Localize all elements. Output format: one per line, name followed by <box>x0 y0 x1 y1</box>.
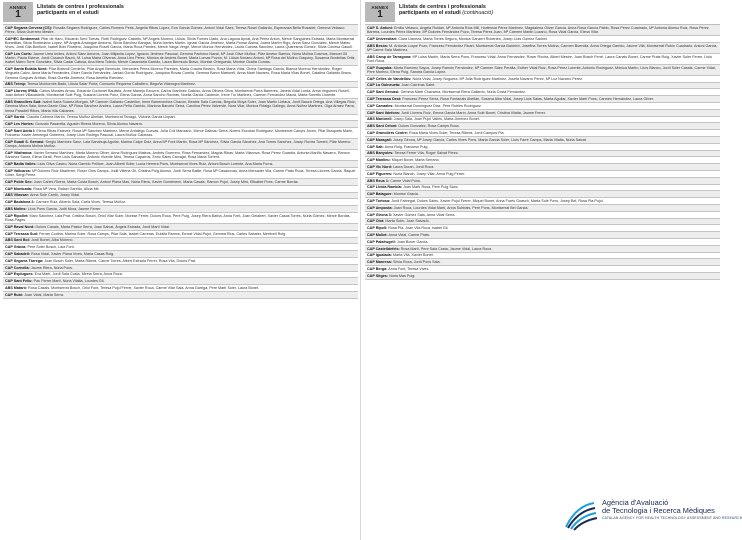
center-name: CAP Ripollet: <box>5 213 29 218</box>
list-item <box>3 193 358 200</box>
professionals-list: Marta Soler, Joan Salvadó. <box>385 219 430 224</box>
professionals-list: Joan Martí Rosa, Pere Puig Sanz. <box>403 185 459 190</box>
list-item <box>365 232 720 239</box>
center-name: CAP Balaguer: <box>367 192 393 197</box>
professionals-list: Claudia Cabrera Martín, Teresa Muñoz Abellán, Montserrat Tarragó, Victoria Garcia Llopart. <box>26 115 176 120</box>
participants-list <box>365 24 720 280</box>
center-name: CAP Terrassa Sud: <box>5 231 39 236</box>
list-item <box>3 115 358 122</box>
list-item <box>365 225 720 232</box>
list-item <box>3 99 358 114</box>
list-item <box>3 199 358 206</box>
center-name: CAP Sant Feliu: <box>5 279 33 284</box>
logo-text <box>602 499 742 520</box>
professionals-list: Isabel Ilaria Suárez-Morgan, Mª Carmen Gallardo Castellón, Irene Barrenechea Chacón, Beatriz Sala Cuevas, Begoña Moyà Soler, Joan Martín Lletaus, Jordi Bauzá Ortega, Ana Villegas Ruiz, Gemma Mora Sala, Anna Gazón Diaz, Mª Rosa Sánchez Andreu, Laura Peña Garrido, Mariona Barceló Serra, Carolina Pérez Valverde, Nora Vilar, Monica Fidalgo Gallego, Anna Nuñez Martinez, Olga Arraez Parra, Imma Paradell Ribes, Marta Vilà Cabanes. <box>5 100 356 113</box>
professionals-list: Rosa Maria Vives Soler, Teresa Ribera, Jordi Campos Pla. <box>409 130 505 135</box>
professionals-list: Joan Carreras Sabé. <box>401 83 436 88</box>
professionals-list: Gonzalo Pasarella, Agustín Rivera Moreno, Sílvia Alonso Navarro. <box>35 122 144 127</box>
list-item <box>365 25 720 36</box>
page-title <box>399 2 493 22</box>
center-name: ABS Banyoles: <box>367 151 394 156</box>
center-name: CAP Sabadell: <box>5 251 31 256</box>
center-name: CAP Badalona 2: <box>5 200 35 205</box>
professionals-list: Josep Sala, Joan Pujol Vallès, Marta Jiménez Bonet. <box>393 117 480 122</box>
center-name: CAP Camarles: <box>367 103 394 108</box>
professionals-list: Montse Gràcia. <box>393 192 419 197</box>
list-item <box>3 150 358 161</box>
professionals-list: Marc Sánchez, Laia Prat, Cristina Bosch, Oriol Vilar Soler, Montse Ferrer, Dolors Roca, Pere Puig, Josep Riera Barba, Anna Font, Joan Gelabert, Xavier Casas Torres, Núria Gómez, Mercè Bordas, Rosa Pagès. <box>5 213 351 222</box>
professionals-list: Joan Bover Garcia. <box>396 239 429 244</box>
center-name: ABS Besòs: <box>367 43 389 48</box>
list-item <box>3 121 358 128</box>
professionals-list: Rosa Martí, Pere Sala Costa, Jaume Vidal, Laura Roca. <box>400 246 493 251</box>
center-name: CAP Les Hortes: <box>5 122 35 127</box>
professionals-list: Teresa Ferrer Vila, Roger Salvat Pérez. <box>394 151 459 156</box>
professionals-list: Laura Duran, Jordi Roca. <box>393 164 435 169</box>
professionals-list: Xavier Gómez Sala, Anna Vidal Serra. <box>392 212 456 217</box>
list-item <box>3 272 358 279</box>
professionals-list: Rosa Mª Vera, Rafael Garrido, Alicia Mir. <box>33 186 100 191</box>
participants-list <box>3 24 358 299</box>
center-name: CAP Olot: <box>367 219 385 224</box>
center-name: CAP Salt: <box>367 144 384 149</box>
professionals-list: Anna Font, Teresa Vives. <box>388 266 430 271</box>
right-page-header <box>365 2 720 22</box>
list-item <box>3 231 358 238</box>
professionals-list: Mª Dolores Ruiz Masferrer, Roser Oms Camps, Judit Villena Gil, Cristina Puig Alonso, Jordi Serra Batlle, Rosa Mª Casanovas, Anna Mercader Vila, Carme Prats Roca, Teresa Llorens Garcia, Raquel Giner, Sergi Pérez. <box>5 168 356 177</box>
professionals-list: Clara Llaneza, Marta Torres Segura, Mónica Ganzert Robertes, Josep Lluis Gómez Sadoni. <box>398 36 548 41</box>
logo-line-2: de Tecnologia i Recerca Mèdiques <box>602 506 715 515</box>
center-name: CAP Cornellà: <box>5 265 30 270</box>
center-name: CAP Guayaba: <box>367 65 393 70</box>
aatrm-logo <box>562 496 742 536</box>
list-item <box>3 244 358 251</box>
center-name: CAP Amposta: <box>367 205 393 210</box>
left-page-header <box>3 2 358 22</box>
professionals-list: Carmen Ruiz, Alberto Sala, Carla Vives, Teresa Muñoz. <box>35 200 127 205</box>
center-name: CAP Sant Ildefons: <box>367 110 401 115</box>
center-name: ABS Sant Boi: <box>5 238 30 243</box>
list-item <box>365 205 720 212</box>
list-item <box>365 83 720 90</box>
left-page <box>0 0 360 540</box>
list-item <box>365 151 720 158</box>
list-item <box>3 51 358 66</box>
center-name: CAP Vilafranca: <box>5 151 33 155</box>
list-item <box>3 36 358 51</box>
list-item <box>365 89 720 96</box>
center-name: CAP Ripoll: <box>367 226 388 231</box>
list-item <box>3 179 358 186</box>
professionals-list: Jaume Uréa Ientes, Antoni Sáez Amorós, Joan Mitjavila López, Ignacio Jiménez Pascual, Gemma Pacheco Naval, Mª José Olivé Muñoz, Pilar Ameiur Barrios, Núria Molina Cosmos, Manuel Gil Martín, Paula Esteve, Jordi Cusarch Baurò, M. Luisa Maria Oliveras, Anna Lleó Pérez, Mónica de Andrés Bonet, Maria Lomas Pozón, M. Llüsia Soriano Antoni, Mª Rosa del Molino Ciaquiny, Susanna Bordellas Ortiz, Isabel Marro Torre Gonzàlez, Silvia Cadar Catosa, Ana Mera Toledo, Mercè Casamaria Garrido, Laura Bermudo Bravo, Montse Ortegueda, Montse Ocaña Comas. <box>5 52 356 65</box>
logo-line-1: Agència d'Avaluació <box>602 498 669 507</box>
center-name: CAP Llorenç IFMA: <box>5 89 39 94</box>
professionals-list: Teresa Montornés Badó, Llüsia Salar Porta, Consuelo Requena Caballero, Begoña Vilarrogra Martínez. <box>27 82 196 87</box>
professionals-list: Núria Vidal, Josep Noguera, Mª Julia Rodríguez Martínez, Josefa Navarro Pérez, Mª Luz Navarro Pérez. <box>412 76 583 81</box>
annex-tab <box>365 2 395 22</box>
professionals-list: Gemma Martí Chavarría, Montserrat Riera Gallardo, Núria Costa Fernández. <box>400 90 526 95</box>
title-line-1: Llistats de centres i professionals <box>37 4 124 10</box>
center-name: CAP Mollet: <box>367 232 388 237</box>
list-item <box>3 278 358 285</box>
center-name: CAP Figueres: <box>367 171 393 176</box>
logo-line-3: CATALAN AGENCY FOR HEALTH TECHNOLOGY ASSESSMENT AND RESEARCH <box>602 516 742 520</box>
professionals-list: Sílvia Roca, Jordi Pons Sala. <box>392 260 441 265</box>
list-item <box>365 185 720 192</box>
list-item <box>3 206 358 213</box>
professionals-list: Carlos Morales Arnau, Eduardo Cordonet Bautista, Anne Manejo Ezcurra, Carlos Martínez Galloso, Anna Olivera Oliva, Montserrat Parra Barreres, Janeia Vidal Lorda, Anna Vegueres Rosell, Joan Antoni Villacastells, Montserrat Solé Puig, Susana Llorens Ponz, Elena Garcia, Anna Sancho Roviras, Noelia Garcia Calderón, Irene Tur Martinez, Carmen Fernandez Maciá, Marta Sorrells Llorente. <box>5 89 350 98</box>
professionals-list: Núria Mas Puig. <box>389 273 416 278</box>
center-name: CAP Vic Nord: <box>367 164 393 169</box>
page-title <box>37 2 124 22</box>
list-item <box>365 130 720 137</box>
center-name: ABS Camp de Tarragona: <box>367 54 412 59</box>
list-item <box>365 253 720 260</box>
list-item <box>3 238 358 245</box>
list-item <box>3 265 358 272</box>
center-name: CAP Igualada: <box>367 253 392 258</box>
professionals-list: Nuria Blanch, Josep Vilar, Anna Puig Ferrer. <box>393 171 466 176</box>
list-item <box>365 157 720 164</box>
professionals-list: Joan Bosch Soler, Marta Ribera, Carme Torres, Albert Estrada Ferrer, Rosa Vila, Dolors Prat. <box>44 258 197 263</box>
list-item <box>3 292 358 299</box>
professionals-list: Jordi Bonet, Alba Moreno. <box>31 238 74 243</box>
center-name: ABS Sant Celoni: <box>367 124 398 129</box>
center-name: CAP Badia Vallès: <box>5 162 37 166</box>
list-item <box>3 251 358 258</box>
title-line-2: participants en el estudi <box>37 10 99 17</box>
list-item <box>3 66 358 81</box>
center-name: CAP Montcada: <box>5 186 33 191</box>
center-name: CAP Segarra Tàrrega: <box>5 258 44 263</box>
professionals-list: Xavier Serrano Martínez, Marta Moreno Oliver, Anna Rodríguez Mateos, Andrés Guerrero, Rosa Fernandez, Magda Ribas, Marta Vilanova, Rosa Perez Guardia, Antonia Mariño Navarro, Ramon Sánchez Saura, Elena Giralt, Pere Lluis Salvador, Antonio Vicente Miró, Teresa Caparrós, Enric Sales Carvajal, Rosa Maria Torrent. <box>5 151 350 160</box>
list-item <box>3 186 358 193</box>
list-item <box>365 164 720 171</box>
professionals-list: Francesc Pérez Serra, Rosa Fontanals Abellán, Susana Alba Vidal, Josep Lluis Salas, Marta Aguilar, Xavier Martí Pons, Carmen Hernández, Laura Oliver. <box>402 96 654 101</box>
list-item <box>365 273 720 280</box>
professionals-list: Elena Ribas Estevez, Rosa Mª Sánchez Martinez, Mercè Anfalego Cuevas, Julia Coll Manzano, Mercè Dalmau Serra, Noemí Escobar Rodriguez, Montserrat Camps Joven, Pilar Busquets Marin, Francesc Xavier Armengol Gutiérrez, Josep Lluis Rodrigo Pascual, Laura Muñoz Cabezas. <box>5 129 354 138</box>
annex-number: 1 <box>377 9 383 20</box>
list-item <box>365 103 720 110</box>
center-name: CAP La Guineueta: <box>367 83 401 88</box>
center-name: CAP Castelldefels: <box>367 246 400 251</box>
professionals-list: Rosa Pla, Joan Vila Roca, Isabel Gil. <box>388 226 449 231</box>
center-name: ABS Granollers Sud: <box>5 100 42 105</box>
professionals-list: Sergio Martínez Sanz, Laia Sanahuja Aguilar, Marina Calpe Dolz, Anna Mª Font Martin, Rosa Mª Sánchez, Sílvia Garcia Sánchez, Ana Torres Sanchez, Josep Rovira Torrent, Pilar Moreno Camps, Antonia Molina Muñoz. <box>5 140 351 149</box>
center-name: CAP Palafrugell: <box>367 239 396 244</box>
professionals-list: Joan Carles Rivera, Marta Costa Bosch, Antoni Plana Mas, Núria Riera, Xavier Domènech, Maria Casals, Ramon Pujol, Josep Miró, Elisabet Pons, Carme Borràs. <box>33 179 299 184</box>
list-item <box>3 213 358 224</box>
professionals-list: Pau Ferrer Martí, Núria Vilalta, Lourdes Gil. <box>33 279 105 284</box>
center-name: CAP Maragall: <box>367 137 392 142</box>
center-name: CAP Universitari: <box>367 36 398 41</box>
center-name: CAP Terrassa Oest: <box>367 96 402 101</box>
center-name: CAP Les Corts: <box>5 52 32 56</box>
professionals-list: Dolors Gonzalez, Rosa Camps Roca. <box>398 124 460 129</box>
center-name: CAP Tortosa: <box>367 198 391 203</box>
list-item <box>3 139 358 150</box>
center-name: CAP Celles de Vandellòs: <box>367 76 412 81</box>
center-name: CAP Granollers Centre: <box>367 130 409 135</box>
professionals-list: Anna Roig, Francesc Puig. <box>384 144 429 149</box>
center-name: CAP Raval Nord: <box>5 224 35 229</box>
center-name: CAP Girona 3: <box>367 212 392 217</box>
list-item <box>365 144 720 151</box>
center-name: CAP Rubí: <box>5 292 24 297</box>
list-item <box>3 258 358 265</box>
list-item <box>3 161 358 168</box>
center-name: CAP Lleida Rambla: <box>367 185 402 190</box>
list-item <box>365 266 720 273</box>
list-item <box>3 285 358 292</box>
page-divider <box>360 0 361 540</box>
professionals-list: Marta Vilà, Xavier Bonet. <box>392 253 434 258</box>
list-item <box>365 36 720 43</box>
center-name: CAP Manlleu: <box>367 158 391 163</box>
list-item <box>3 82 358 89</box>
list-item <box>365 239 720 246</box>
list-item <box>365 137 720 144</box>
title-line-1: Llistats de centres i professionals <box>399 4 486 10</box>
center-name: CAP Guadi S. Gervasi: <box>5 140 45 144</box>
title-line-2: participants en el estudi <box>399 10 461 17</box>
center-name: CAP Vallcarca: <box>5 168 31 173</box>
list-item <box>365 43 720 54</box>
professionals-list: Jaume Riera, Núria Pons. <box>30 265 73 270</box>
list-item <box>365 259 720 266</box>
professionals-list: Jordi Fabregat, Dolors Sales, Xavier Pujol Ferrer, Miquel Bonet, Anna Forés Guasch, Marta Solé Pons, Josep Bel, Rosa Pla Pujol. <box>391 198 604 203</box>
center-name: CAP Santa Eulàlia Nord: <box>5 67 48 72</box>
center-name: CAP Berga: <box>367 266 388 271</box>
list-item <box>365 117 720 124</box>
center-name: ABS Tremp: <box>5 82 27 87</box>
list-item <box>365 191 720 198</box>
list-item <box>365 198 720 205</box>
professionals-list: Dolors Canals, Marta Pastor Serra, Joan Salvat, Àngels Estrada, Jordi Martí Vidal. <box>35 224 170 229</box>
center-name: CAP Manresa: <box>367 260 392 265</box>
professionals-list: Lluis Oliva Castro, Núria Garrido Pellicer, Joan Alberti Soler, Lucia Herrera Pons, Montserrat Vives Ruiz, Antoni Bosch Lorente, Ana Maria Forns. <box>37 162 274 166</box>
list-item <box>365 219 720 226</box>
annex-label: ANNEX <box>371 5 389 10</box>
center-name: CAP Segarra Cervera (CS): <box>5 25 53 30</box>
center-name: ABS Molins: <box>5 206 27 211</box>
list-item <box>365 110 720 117</box>
list-item <box>365 76 720 83</box>
professionals-list: Joan Vidal, Marta Serra. <box>24 292 64 297</box>
list-item <box>3 25 358 36</box>
professionals-list: Pere Soler Bosch, Laia Font. <box>27 245 75 250</box>
center-name: CAP/EC Sentmenat: <box>5 36 41 41</box>
professionals-list: Rosalia Segarra Rodriguez, Carles Romero Peris, Angelia Ribas López, Eva Garcia Gómez, Antoni Vidal Sáez, Teresa Rosel Gallardo, Esperanza Bella Rosadel, Gemma Velasco Pérez, Silvia Guerrero Mestre. <box>5 25 345 34</box>
list-item <box>365 212 720 219</box>
annex-number: 1 <box>15 9 21 20</box>
list-item <box>365 96 720 103</box>
title-continuation: (continuació) <box>462 10 494 17</box>
professionals-list: Marta Ramírez Sayos, Josep Ramón Fernández, Mª Carmen Sáez Peralta, Esther Vidal Ruiz, Rosa Pérez Lorente, Antonio Rodríguez, Mónica Martín, Lluís Blanco, Jordi Soler Casals, Carme Vidal, Pere Moreno, Elena Puig, Sandra Garcia Lopez. <box>367 65 716 74</box>
list-item <box>3 88 358 99</box>
center-name: ABS Mataró: <box>5 285 28 290</box>
professionals-list: Pilar Bofarull Cerdeña, Pilar Angel Bermude, Mercedes Pérez-Moreno Paredes, Maria Cuadra Belaón, Rosa Maria Vilas, Gloria Santiago Garcia, Blanca Moreno Hernández, Roger Vinguela Calvo, Anna María Fernández, Ester Garcia Fernández, Janiad Gordo Rodríguez, Joaquina Rovas Corella, Gemma Barco Martorell, Anna Martí Navarro, Rosa Maria Vilas Bonet, Catalina Gallardo Bravo, Gemma Gorgues Arribas, Rosa Gorella Jiménez, Rosa Ametlla Ramírez. <box>5 67 352 80</box>
list-item <box>3 224 358 231</box>
center-name: CAP Poble Sec: <box>5 179 33 184</box>
center-name: CAP S. Antoni: <box>367 25 394 30</box>
list-item <box>365 246 720 253</box>
right-page <box>362 0 722 540</box>
annex-tab <box>3 2 33 22</box>
list-item <box>365 178 720 185</box>
professionals-list: Josep Girona, Mª Josep Garcia, Carles Vives Pons, Marta Garcia Soler, Lluís Farré Camps, Maria Vilalta, Núria Salvat. <box>392 137 587 142</box>
list-item <box>3 128 358 139</box>
title-line-2-wrap <box>399 10 493 16</box>
professionals-list: Miquel Bover, Marta Serrano. <box>391 158 440 163</box>
professionals-list: Rosa Vidal, Xavier Plana Vives, Maria Casas Roig. <box>31 251 115 256</box>
professionals-list: Mª Luisa Martín, Marta Serra Pons, Francesc Vidal, Anna Fernández, Roser Rovira, Albert Mestre, Joan Bosch Ferré, Laura Canals Bonet, Carme Prats Roig, Xavier Soler Ferrer, Lluís Font Roca. <box>367 54 712 63</box>
professionals-list: M. Antonia Luque Pozo, Francesc Fernández Ricart, Montserrat Garcia Baldrich, Josefina Torres Molina, Carmen Buendia, Anna Ortega Garrido, Jaume Vilà, Montserrat Rubio Cuadrado, Antoni Garcia, Mª Carme Sala Martínez. <box>367 43 718 52</box>
professionals-list: Eva Martí, Jordi Sala Costa, Mireia Serra, Anna Roca. <box>34 272 123 277</box>
professionals-list: Ferran Codina, Marina Soler, Rosa Camps, Pilar Sala, Isabel Carreras, Eulàlia Ramos, Ernest Vidal Pujol, Gemma Rius, Carles Sabater, Meritxell Roig. <box>39 231 287 236</box>
professionals-list: Jordi Llorens Ruiz, Emma Garcia Marín, Anna Solé Bonet, Cristina Vilalta, Jaume Ferrer. <box>401 110 546 115</box>
professionals-list: Carme Vidal Pons. <box>390 178 421 183</box>
professionals-list: Emilia Velasco, Angela Roldan, Mª Antonia Ríos Mill, Hortènsia Pérez Martínez, Magdalena Oliver García, Anna Rosa García Pablo, Rosa Pérez Cuadrado, Mª Antonia Alonso Ruiz, Rosa Pérez Barrera, Lourdes Pérez Martinez, Mª Dolores Fernández Pozo, Teresa Pérez Juan, Mª Carmen Martin Lozano, Rosa Vidal Garcia, Elena Vilar. <box>367 25 709 34</box>
center-name: ABS Vilassar: <box>5 193 30 198</box>
professionals-list: Anna Solé Cantó, Josep Vidal. <box>29 193 80 198</box>
list-item <box>365 54 720 65</box>
center-name: CAP Sitges: <box>367 273 389 278</box>
professionals-list: Joan Roca, Lourdes Vidal Martí, Anna Subirats, Pere Pons, Montserrat Bel Garcia. <box>393 205 529 210</box>
center-name: CAP Sarrià: <box>5 115 26 120</box>
professionals-list: Pilar de Haro, Eduardo Seró Tomás, Ruth Rodriguez Castells, Mª Angels Moreno, Llüsia, Silvia Fornes Lladó, Ana Laguna Aynat, Ana Pérez Anton, Mercè Sanguinés Estrada, Maria Montserrat Bonetillas, Silvia Robledano López, Mª Angels Amangué Andorra, Silvia Sánchez Barajas, Núria Ibertes Martín, Ignasi Garcia Jiménez, Marta Pomar Alsina, Joana Martín Rigo, Anna Sanz Gonzàlez, Mercè Mateu Vives, Jordi Gila Bonfoch, Isabel Boix Riustero, Joaquina Rosell García, Maria Roca Pamies, Mercè Varga Verge, Mercè Munoz Hernández, Laura Cuevas Sánchez, Laura Quaresma Gòmez, Silvia Conesa Gasull. <box>5 36 355 50</box>
professionals-list: Anna Vidal, Carme Prats. <box>388 232 430 237</box>
center-name: CAP Gràcia: <box>5 245 27 250</box>
professionals-list: Montserrat Domínguez Diaz, Pere Robles Rodríguez. <box>394 103 482 108</box>
center-name: ABS Martorell: <box>367 117 393 122</box>
center-name: CAP Sant Gervasi: <box>367 90 400 95</box>
center-name: ABS Reus 1: <box>367 178 390 183</box>
logo-mark-icon <box>562 500 598 532</box>
list-item <box>365 171 720 178</box>
professionals-list: Lluís Pons Garcia, Judit Mora, Jaume Ferrer. <box>27 206 102 211</box>
center-name: CAP Esplugues: <box>5 272 34 277</box>
list-item <box>365 123 720 130</box>
professionals-list: Rosa Casals, Montserrat Bosch, Oriol Font, Teresa Pujol Ferrer, Xavier Roca, Carme Vilar Sala, Anna Garriga, Pere Martí Soler, Laura Bonet. <box>28 285 260 290</box>
list-item <box>3 168 358 179</box>
list-item <box>365 65 720 76</box>
center-name: CAP Sant Adrià I: <box>5 129 36 133</box>
annex-label: ANNEX <box>9 5 27 10</box>
